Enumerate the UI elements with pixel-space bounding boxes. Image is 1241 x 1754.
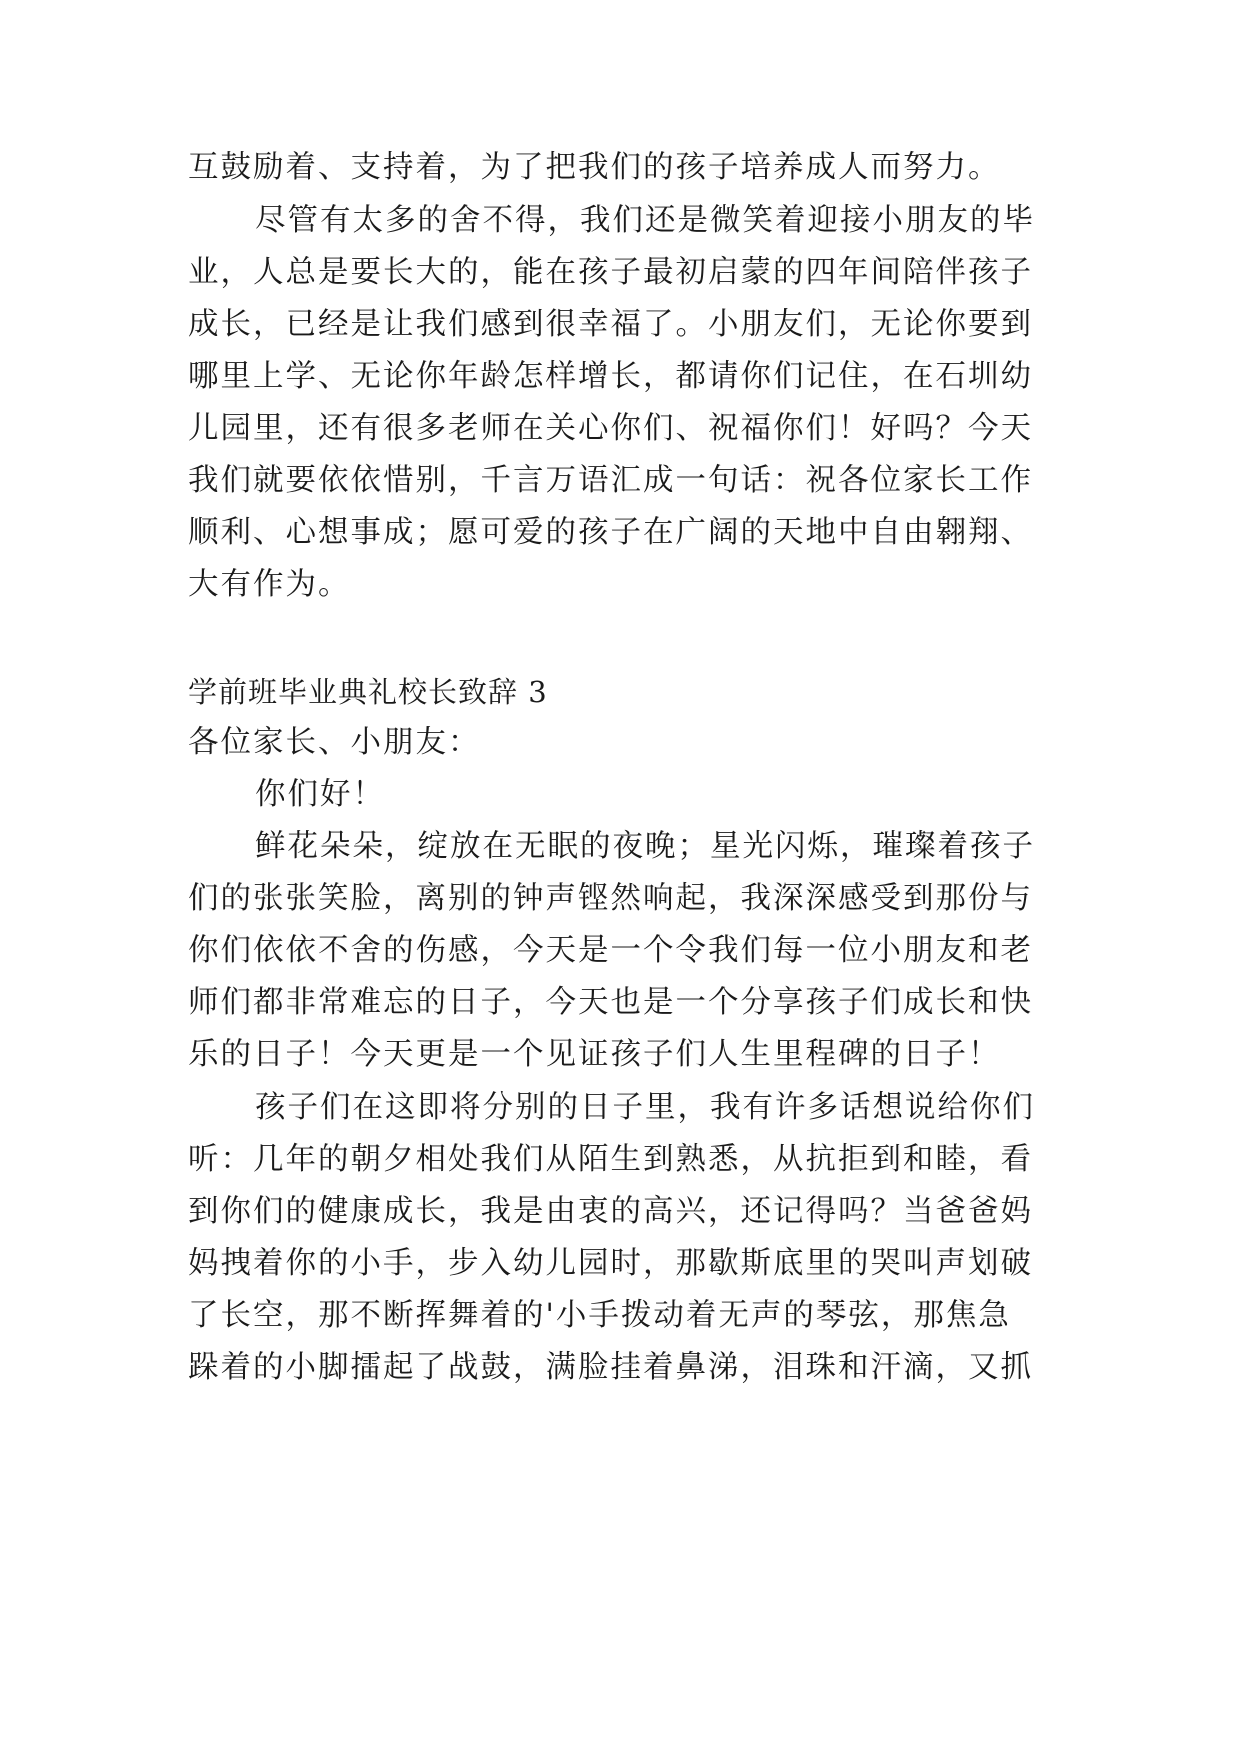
paragraph-3-line-3: 你们依依不舍的伤感，今天是一个令我们每一位小朋友和老 [188,933,1033,968]
salutation: 各位家长、小朋友： [188,725,481,760]
paragraph-3-line-1: 鲜花朵朵，绽放在无眠的夜晚；星光闪烁，璀璨着孩子 [255,829,1035,864]
paragraph-2-line-7: 顺利、心想事成；愿可爱的孩子在广阔的天地中自由翱翔、 [188,515,1033,550]
paragraph-2-line-1: 尽管有太多的舍不得，我们还是微笑着迎接小朋友的毕 [255,203,1035,238]
paragraph-4-line-1: 孩子们在这即将分别的日子里，我有许多话想说给你们 [255,1090,1035,1125]
paragraph-4-line-2: 听：几年的朝夕相处我们从陌生到熟悉，从抗拒到和睦，看 [188,1142,1033,1177]
paragraph-2-line-4: 哪里上学、无论你年龄怎样增长，都请你们记住，在石圳幼 [188,359,1033,394]
paragraph-2-line-8: 大有作为。 [188,567,351,602]
paragraph-3-line-4: 师们都非常难忘的日子，今天也是一个分享孩子们成长和快 [188,985,1033,1020]
greeting: 你们好！ [255,777,385,812]
paragraph-2-line-5: 儿园里，还有很多老师在关心你们、祝福你们！好吗？今天 [188,411,1033,446]
paragraph-4-line-3: 到你们的健康成长，我是由衷的高兴，还记得吗？当爸爸妈 [188,1194,1033,1229]
paragraph-4-line-4: 妈拽着你的小手，步入幼儿园时，那歇斯底里的哭叫声划破 [188,1246,1033,1281]
paragraph-4-line-5: 了长空，那不断挥舞着的'小手拨动着无声的琴弦，那焦急 [188,1298,1011,1333]
paragraph-4-line-6: 跺着的小脚擂起了战鼓，满脸挂着鼻涕，泪珠和汗滴，又抓 [188,1350,1033,1385]
section-title: 学前班毕业典礼校长致辞 3 [188,675,548,709]
paragraph-2-line-6: 我们就要依依惜别，千言万语汇成一句话：祝各位家长工作 [188,463,1033,498]
paragraph-3-line-2: 们的张张笑脸，离别的钟声铿然响起，我深深感受到那份与 [188,881,1033,916]
paragraph-2-line-2: 业，人总是要长大的，能在孩子最初启蒙的四年间陪伴孩子 [188,255,1033,290]
paragraph-1-line-1: 互鼓励着、支持着，为了把我们的孩子培养成人而努力。 [188,150,1001,185]
paragraph-3-line-5: 乐的日子！今天更是一个见证孩子们人生里程碑的日子！ [188,1037,1001,1072]
paragraph-2-line-3: 成长，已经是让我们感到很幸福了。小朋友们，无论你要到 [188,307,1033,342]
